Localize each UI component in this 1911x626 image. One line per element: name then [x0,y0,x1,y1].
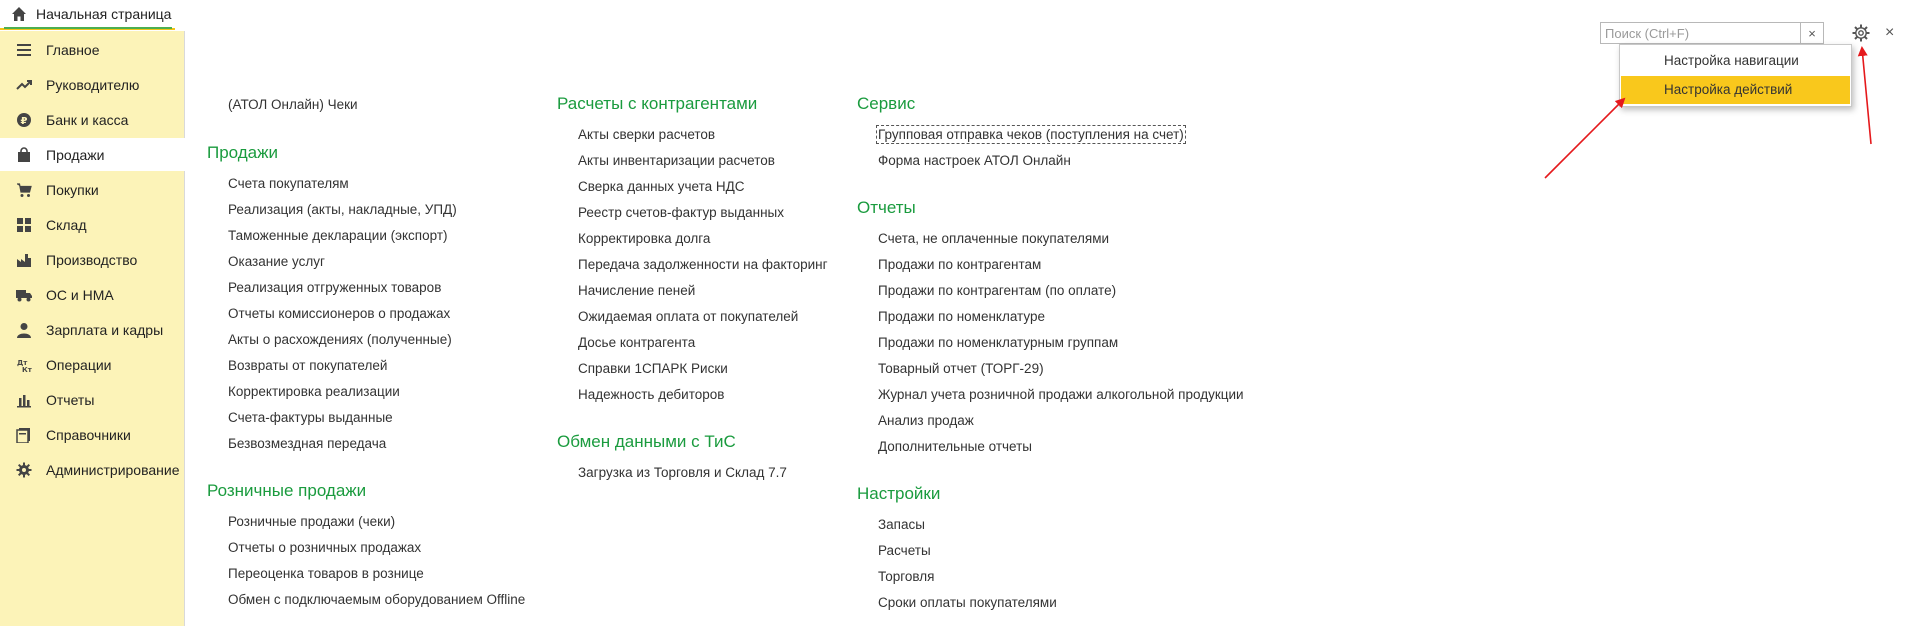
trend-up-icon [15,76,33,94]
link-item[interactable]: Журнал учета розничной продажи алкогольной продукции [878,387,1244,402]
link-item[interactable]: Досье контрагента [578,335,696,350]
settings-gear-button[interactable] [1852,24,1870,42]
link-item[interactable]: Отчеты о розничных продажах [228,540,422,555]
link-item[interactable]: Реестр счетов-фактур выданных [578,205,785,220]
menu-item-actions-settings[interactable] [1621,76,1850,104]
link-item[interactable]: Сверка данных учета НДС [578,179,745,194]
section-heading-retail: Розничные продажи [207,481,367,500]
sidebar-item-production[interactable] [0,243,185,276]
menu-item-navigation-settings[interactable] [1621,47,1850,75]
home-tab-label: Начальная страница [36,6,172,22]
svg-text:₽: ₽ [20,115,28,127]
menu-lines-icon [15,41,33,59]
link-item[interactable]: Анализ продаж [878,413,974,428]
link-item[interactable]: Расчеты [878,543,931,558]
link-item[interactable]: Акты о расхождениях (полученные) [228,332,452,347]
sidebar-item-label: Главное [46,41,100,58]
clear-search-button[interactable]: × [1800,23,1823,43]
link-item[interactable]: Запасы [878,517,925,532]
link-item[interactable]: Продажи по контрагентам [878,257,1042,272]
sidebar-item-warehouse[interactable] [0,208,185,241]
menu-item-label: Настройка действий [1664,82,1793,97]
section-heading-reports: Отчеты [857,198,916,217]
person-icon [15,321,33,339]
section-heading-sales: Продажи [207,143,278,162]
sidebar-item-label: Банк и касса [46,111,129,128]
link-item[interactable]: Розничные продажи (чеки) [228,514,396,529]
sidebar-item-salary[interactable] [0,313,185,346]
menu-item-label: Настройка навигации [1664,53,1799,68]
link-item[interactable]: Счета-фактуры выданные [228,410,393,425]
link-item[interactable]: Отчеты комиссионеров о продажах [228,306,451,321]
home-tab[interactable] [0,0,175,30]
link-item[interactable]: Акты инвентаризации расчетов [578,153,775,168]
link-item[interactable]: Счета покупателям [228,176,349,191]
sidebar-item-purchases[interactable] [0,173,185,206]
link-item[interactable]: Торговля [878,569,935,584]
settings-dropdown-menu [1619,44,1852,107]
link-atol-receipts[interactable]: (АТОЛ Онлайн) Чеки [228,97,358,112]
sidebar-item-label: Продажи [46,146,105,163]
truck-icon [15,286,33,304]
link-item[interactable]: Корректировка реализации [228,384,400,399]
sidebar-item-label: Производство [46,251,138,268]
search-box [1600,22,1824,44]
svg-text:Дт: Дт [17,358,28,367]
close-button[interactable]: × [1885,24,1895,41]
link-item[interactable]: Акты сверки расчетов [578,127,716,142]
sidebar-item-label: Отчеты [46,391,95,408]
sidebar-item-label: Склад [46,216,87,233]
link-item[interactable]: Сроки оплаты покупателями [878,595,1057,610]
link-item[interactable]: Товарный отчет (ТОРГ-29) [878,361,1044,376]
link-item[interactable]: Передача задолженности на факторинг [578,257,828,272]
dt-kt-icon [15,356,33,374]
section-heading-service: Сервис [857,94,916,113]
sidebar-item-fixed-assets[interactable] [0,278,185,311]
link-item[interactable]: Продажи по контрагентам (по оплате) [878,283,1117,298]
sidebar-item-label: Администрирование [46,461,180,478]
shopping-bag-icon [15,146,33,164]
link-item[interactable]: Обмен с подключаемым оборудованием Offline [228,592,526,607]
link-item[interactable]: Дополнительные отчеты [878,439,1032,454]
sidebar-item-label: Зарплата и кадры [46,321,164,338]
link-item[interactable]: Переоценка товаров в рознице [228,566,424,581]
gear-icon [1852,24,1870,42]
link-item[interactable]: Продажи по номенклатурным группам [878,335,1119,350]
factory-icon [15,251,33,269]
sidebar-item-label: ОС и НМА [46,286,114,303]
svg-text:Кт: Кт [22,365,32,373]
section-heading-settlements: Расчеты с контрагентами [557,94,758,113]
link-item[interactable]: Реализация (акты, накладные, УПД) [228,202,457,217]
sidebar-item-label: Справочники [46,426,131,443]
sidebar-item-operations[interactable] [0,348,185,381]
home-tab-underline [4,27,172,29]
link-item[interactable]: Возвраты от покупателей [228,358,388,373]
link-item[interactable]: Счета, не оплаченные покупателями [878,231,1110,246]
gear-icon [15,461,33,479]
ruble-coin-icon [15,111,33,129]
link-item[interactable]: Таможенные декларации (экспорт) [228,228,448,243]
sidebar-item-label: Операции [46,356,112,373]
section-heading-settings: Настройки [857,484,941,503]
sidebar-item-label: Руководителю [46,76,140,93]
books-icon [15,426,33,444]
home-icon [10,5,28,23]
link-item[interactable]: Безвозмездная передача [228,436,387,451]
link-item-focused[interactable]: Групповая отправка чеков (поступления на счет) [878,127,1184,142]
link-item[interactable]: Оказание услуг [228,254,325,269]
link-item[interactable]: Начисление пеней [578,283,696,298]
link-item[interactable]: Реализация отгруженных товаров [228,280,442,295]
link-item[interactable]: Корректировка долга [578,231,711,246]
sidebar-item-reports[interactable] [0,383,185,416]
sidebar-item-bank[interactable] [0,103,185,136]
sidebar-item-administration[interactable] [0,453,185,486]
link-item[interactable]: Форма настроек АТОЛ Онлайн [878,153,1071,168]
sidebar-item-references[interactable] [0,418,185,451]
section-heading-exchange: Обмен данными с ТиС [557,432,736,451]
link-item[interactable]: Справки 1СПАРК Риски [578,361,728,376]
warehouse-grid-icon [15,216,33,234]
link-item[interactable]: Продажи по номенклатуре [878,309,1046,324]
sidebar-item-main[interactable] [0,33,185,66]
sidebar [0,31,185,626]
link-item[interactable]: Надежность дебиторов [578,387,725,402]
sidebar-item-manager[interactable] [0,68,185,101]
bar-chart-icon [15,391,33,409]
sidebar-item-label: Покупки [46,181,99,198]
cart-icon [15,181,33,199]
sidebar-item-sales[interactable] [0,138,185,171]
link-item[interactable]: Загрузка из Торговля и Склад 7.7 [578,465,787,480]
link-item[interactable]: Ожидаемая оплата от покупателей [578,309,799,324]
search-input[interactable]: Поиск (Ctrl+F) [1605,25,1690,41]
